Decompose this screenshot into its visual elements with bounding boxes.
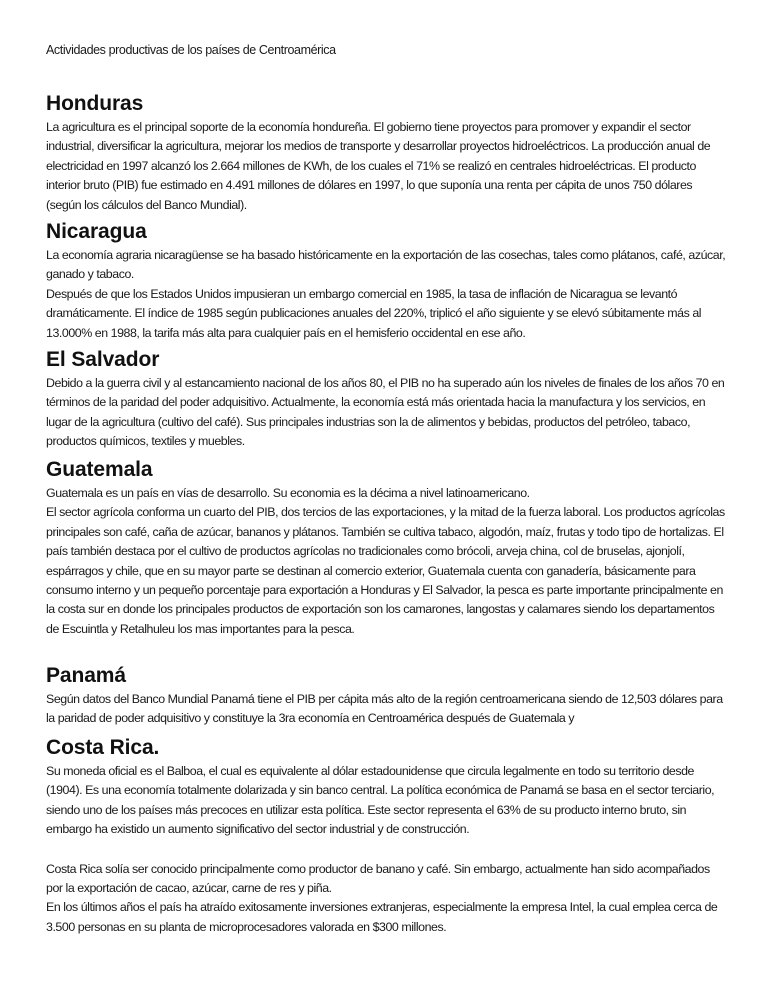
paragraph-el-salvador-1: Debido a la guerra civil y al estancamiento nacional de los años 80, el PIB no ha superado aún los niveles de finales de los años 70 en términos de la paridad del poder adquisitivo. Actualmente, la economía está más orientada hacia la manufactura y los servicios, en lugar de la agricultura (cultivo del café). Sus principales industrias son la de alimentos y bebidas, productos del petróleo, tabaco, productos químicos, textiles y muebles. [46,376,725,449]
paragraph-costa-rica-2: Costa Rica solía ser conocido principalmente como productor de banano y café. Sin embargo, actualmente han sido acompañados por la exportación de cacao, azúcar, carne de res y piña. [46,861,710,896]
section-el-salvador [46,348,726,452]
paragraph-panama-1: Según datos del Banco Mundial Panamá tiene el PIB per cápita más alto de la región centroamericana siendo de 12,503 dólares para la paridad de poder adquisitivo y constituye la 3ra economía en Centroamérica después de Guatemala y [46,692,723,726]
paragraph-nicaragua-2: Después de que los Estados Unidos impusieran un embargo comercial en 1985, la tasa de inflación de Nicaragua se levantó dramáticamente. El índice de 1985 según publicaciones anuales del 220%, triplicó el año siguiente y se elevó súbitamente más al 13.000% en 1988, la tarifa más alta para cualquier país en el hemisferio occidental en ese año. [46,286,702,340]
paragraph-nicaragua-1: La economía agraria nicaragüense se ha basado históricamente en la exportación de las cosechas, tales como plátanos, café, azúcar, ganado y tabaco. [46,248,726,282]
section-guatemala [46,458,726,639]
paragraph-guatemala-1: Guatemala es un país en vías de desarrollo. Su economia es la décima a nivel latinoamericano. [46,486,530,500]
section-nicaragua [46,220,726,343]
section-costa-rica [46,736,726,937]
section-honduras [46,92,726,215]
heading-el-salvador: El Salvador [46,348,160,371]
heading-costa-rica: Costa Rica. [46,736,160,759]
heading-guatemala: Guatemala [46,458,153,481]
document-title: Actividades productivas de los países de Centroamérica [46,43,336,57]
section-panama [46,664,726,729]
heading-nicaragua: Nicaragua [46,220,147,243]
paragraph-honduras-1: La agricultura es el principal soporte de la economía hondureña. El gobierno tiene proyectos para promover y expandir el sector industrial, diversificar la agricultura, mejorar los medios de transporte y desarrollar proyectos hidroeléctricos. La producción anual de electricidad en 1997 alcanzó los 2.664 millones de KWh, de los cuales el 71% se realizó en centrales hidroeléctricas. El producto interior bruto (PIB) fue estimado en 4.491 millones de dólares en 1997, lo que suponía una renta per cápita de unos 750 dólares (según los cálculos del Banco Mundial). [46,120,711,212]
heading-panama: Panamá [46,664,126,687]
paragraph-spacer [46,840,726,860]
paragraph-guatemala-2: El sector agrícola conforma un cuarto del PIB, dos tercios de las exportaciones, y la mitad de la fuerza laboral. Los productos agrícolas principales son café, caña de azúcar, bananos y plátanos. También se cultiva tabaco, algodón, maíz, frutas y todo tipo de hortalizas. El país también destaca por el cultivo de productos agrícolas no tradicionales como brócoli, arveja china, col de bruselas, ajonjolí, espárragos y chile, que en su mayor parte se destinan al comercio exterior, Guatemala cuenta con ganadería, básicamente para consumo interno y un pequeño porcentaje para exportación a Honduras y El Salvador, la pesca es parte importante principalmente en la costa sur en donde los principales productos de exportación son los camarones, langostas y calamares siendo los departamentos de Escuintla y Retalhuleu los mas importantes para la pesca. [46,505,725,636]
paragraph-costa-rica-1: Su moneda oficial es el Balboa, el cual es equivalente al dólar estadounidense que circula legalmente en todo su territorio desde (1904). Es una economía totalmente dolarizada y sin banco central. La política económica de Panamá se basa en el sector terciario, siendo uno de los países más precoces en utilizar esta política. Este sector representa el 63% de su producto interno bruto, sin embargo ha existido un aumento significativo del sector industrial y de construcción. [46,764,715,837]
heading-honduras: Honduras [46,92,144,115]
paragraph-costa-rica-3: En los últimos años el país ha atraído exitosamente inversiones extranjeras, especialmente la empresa Intel, la cual emplea cerca de 3.500 personas en su planta de microprocesadores valorada en $300 millones. [46,900,718,934]
